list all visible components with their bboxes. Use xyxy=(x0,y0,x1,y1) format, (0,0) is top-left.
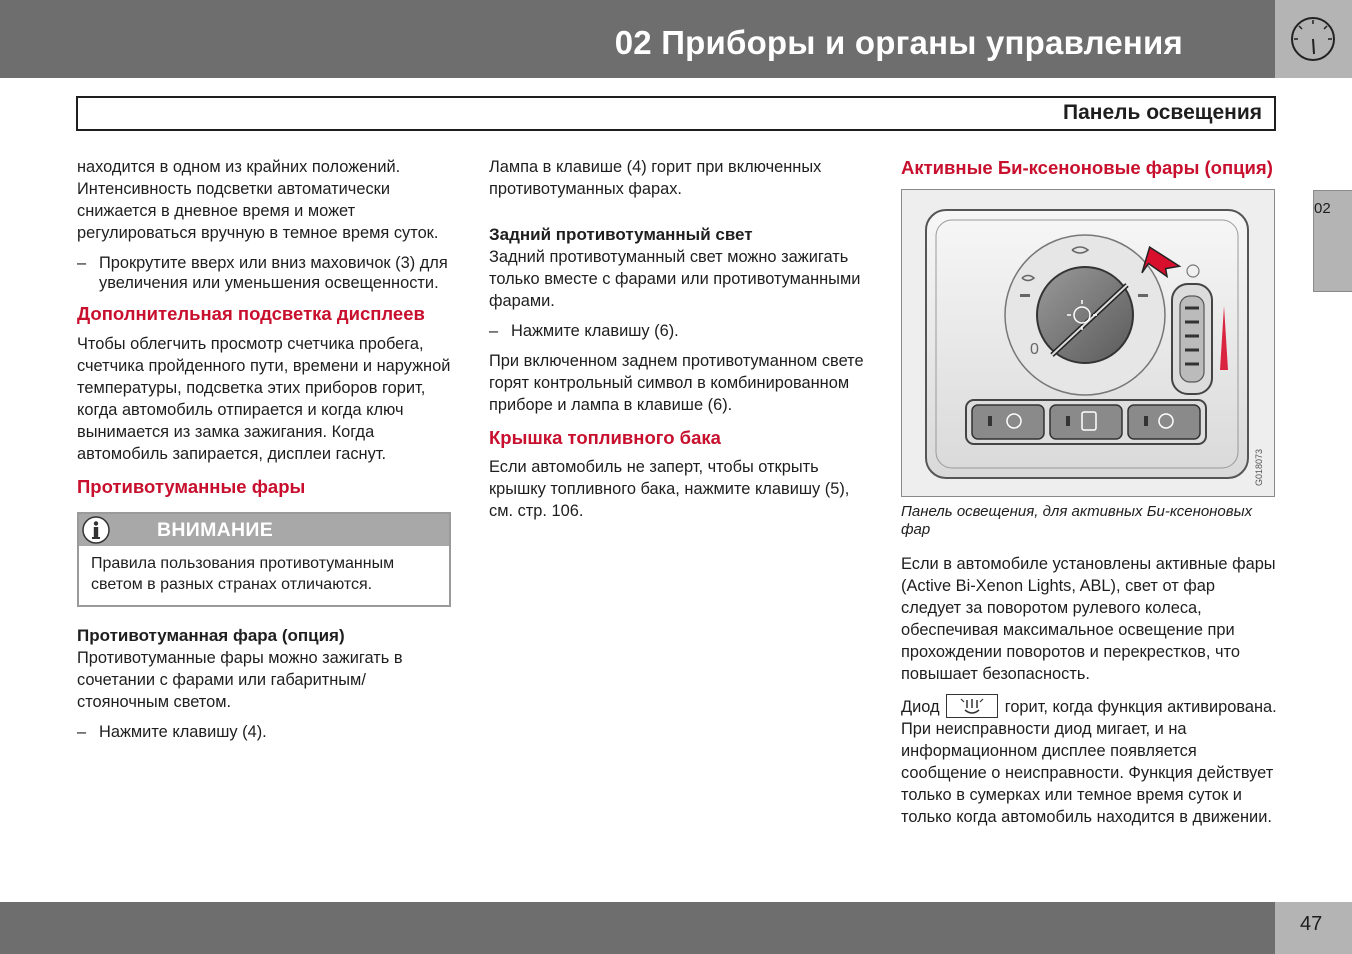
column-3 xyxy=(901,156,1279,828)
heading-display-lighting: Дополнительная подсветка дисплеев xyxy=(77,303,425,324)
header-icon-box xyxy=(1275,0,1352,78)
section-title: Панель освещения xyxy=(1062,101,1262,124)
page-number-box xyxy=(1275,902,1352,954)
heading-fog-lights: Противотуманные фары xyxy=(77,476,306,497)
diode-paragraph xyxy=(901,694,1279,828)
fuel-cap-paragraph: Если автомобиль не заперт, чтобы открыть крышку топливного бака, нажмите клавишу (5), см. стр. 106. xyxy=(489,458,850,520)
footer-bar xyxy=(0,902,1275,954)
list-item: – Прокрутите вверх или вниз маховичок (3) для увеличения или уменьшения освещенности. xyxy=(77,253,453,293)
diode-text-after: горит, когда функция активирована. При неисправности диод мигает, и на информационном дисплее появляется сообщение о неисправности. Функция действует только в сумерках или темное время суток и только когда автомобиль находится в движении. xyxy=(901,698,1277,826)
page-number: 47 xyxy=(1300,913,1323,935)
header-bar xyxy=(0,0,1275,78)
warning-header xyxy=(79,514,449,546)
display-paragraph: Чтобы облегчить просмотр счетчика пробега, счетчика пройденного пути, времени и наружной температуры, подсветка этих приборов горит, когда автомобиль отпирается и когда ключ вынимается из замка зажигания. Когда автомобиль запирается, дисплеи гаснут. xyxy=(77,335,451,463)
lighting-panel-image xyxy=(901,189,1275,497)
lighting-panel-illustration xyxy=(902,190,1274,496)
rear-fog-paragraph: Задний противотуманный свет можно зажигать только вместе с фарами или противотуманными фарами. xyxy=(489,248,861,310)
column-1 xyxy=(77,156,453,751)
warning-title: ВНИМАНИЕ xyxy=(157,519,274,541)
image-caption: Панель освещения, для активных Би-ксеноновых фар xyxy=(901,503,1253,538)
bullet-text: Нажмите клавишу (6). xyxy=(511,322,679,340)
page-title: 02 Приборы и органы управления xyxy=(614,24,1183,61)
chapter-tab-label: 02 xyxy=(1314,200,1331,217)
abl-diode-icon xyxy=(946,694,998,718)
list-item: – Нажмите клавишу (4). xyxy=(77,723,267,741)
rear-fog-paragraph-2: При включенном заднем противотуманном свете горят контрольный символ в комбинированном приборе и лампа в клавише (6). xyxy=(489,352,864,414)
heading-fog-front: Противотуманная фара (опция) xyxy=(77,626,345,645)
lamp-paragraph: Лампа в клавише (4) горит при включенных противотуманных фарах. xyxy=(489,158,822,198)
speedometer-icon xyxy=(1288,14,1338,64)
bullet-text: Нажмите клавишу (4). xyxy=(99,723,267,741)
info-icon xyxy=(81,515,111,545)
chapter-tab xyxy=(1313,190,1352,292)
heading-rear-fog: Задний противотуманный свет xyxy=(489,225,753,244)
section-header xyxy=(76,96,1276,131)
list-item: – Нажмите клавишу (6). xyxy=(489,322,679,340)
abl-paragraph: Если в автомобиле установлены активные фары (Active Bi-Xenon Lights, ABL), свет от фар следует за поворотом рулевого колеса, обеспечивая максимальное освещение при прохождении поворотов и перекрестков, что повышает безопасность. xyxy=(901,555,1276,683)
fog-front-paragraph: Противотуманные фары можно зажигать в сочетании с фарами или габаритным/ стояночным светом. xyxy=(77,649,403,711)
image-code: G018073 xyxy=(1254,448,1264,486)
bullet-text: Прокрутите вверх или вниз маховичок (3) для увеличения или уменьшения освещенности. xyxy=(99,254,448,292)
column-2 xyxy=(489,156,865,522)
warning-text: Правила пользования противотуманным светом в разных странах отличаются. xyxy=(91,555,395,593)
heading-fuel-cap: Крышка топливного бака xyxy=(489,427,721,448)
knob-off-label: 0 xyxy=(1030,341,1039,358)
diode-text-before: Диод xyxy=(901,698,940,716)
intro-paragraph: находится в одном из крайних положений. Интенсивность подсветки автоматически снижается в дневное время и может регулироваться вручную в темное время суток. xyxy=(77,158,439,242)
warning-box xyxy=(77,512,451,607)
heading-abl: Активные Би-ксеноновые фары (опция) xyxy=(901,157,1273,178)
